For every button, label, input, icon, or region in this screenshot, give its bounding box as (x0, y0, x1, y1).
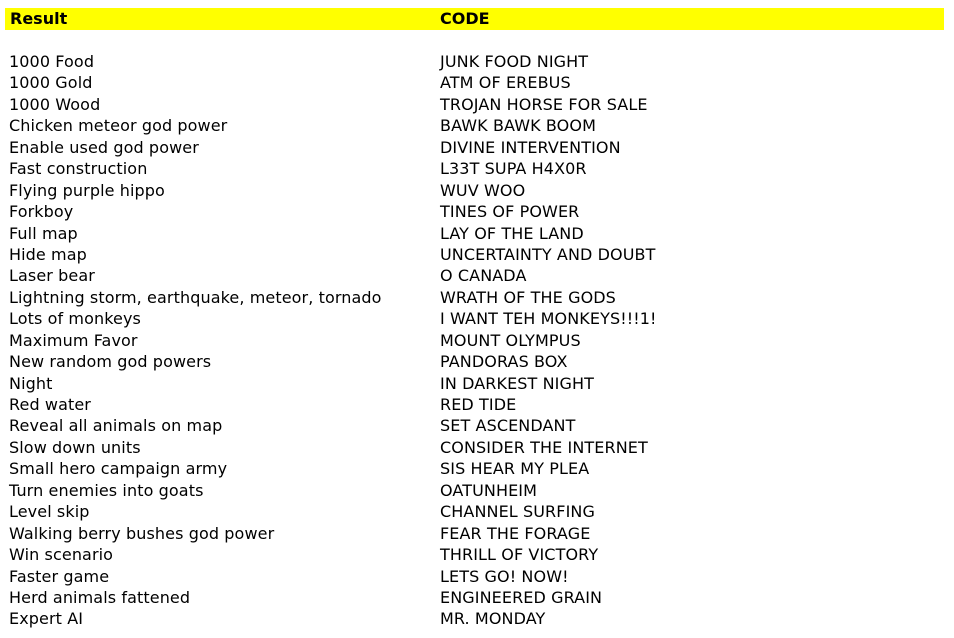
table-row (0, 201, 954, 222)
code-cell: TROJAN HORSE FOR SALE (440, 94, 648, 114)
table-row (0, 480, 954, 501)
table-row (0, 587, 954, 608)
code-cell: CONSIDER THE INTERNET (440, 437, 648, 457)
code-cell: RED TIDE (440, 395, 517, 414)
result-cell: Flying purple hippo (9, 180, 165, 200)
code-cell: TINES OF POWER (440, 202, 580, 222)
code-cell: OATUNHEIM (440, 480, 538, 500)
table-row (0, 566, 954, 587)
code-cell: PANDORAS BOX (440, 352, 568, 372)
table-header (5, 8, 944, 30)
table-row (0, 523, 954, 544)
table-row (0, 415, 954, 436)
result-cell: Lightning storm, earthquake, meteor, tornado (9, 287, 382, 307)
result-cell: Lots of monkeys (9, 309, 141, 329)
result-cell: Small hero campaign army (9, 459, 228, 479)
result-cell: Win scenario (9, 545, 114, 565)
code-cell: L33T SUPA H4X0R (440, 159, 587, 179)
table-row (0, 115, 954, 136)
result-cell: Level skip (9, 502, 90, 522)
result-cell: New random god powers (9, 352, 212, 372)
code-cell: JUNK FOOD NIGHT (440, 52, 589, 71)
code-cell: LETS GO! NOW! (440, 566, 569, 586)
code-cell: MR. MONDAY (440, 609, 546, 629)
result-cell: Night (9, 373, 53, 393)
result-cell: Forkboy (9, 202, 74, 222)
result-cell: 1000 Food (9, 52, 95, 71)
result-cell: Herd animals fattened (9, 587, 191, 607)
table-row (0, 394, 954, 415)
table-row (0, 287, 954, 308)
code-cell: MOUNT OLYMPUS (440, 330, 581, 350)
code-cell: FEAR THE FORAGE (440, 523, 591, 543)
code-cell: LAY OF THE LAND (440, 223, 584, 243)
header-code: CODE (440, 9, 490, 28)
table-row (0, 180, 954, 201)
table-row (0, 351, 954, 372)
result-cell: Slow down units (9, 437, 141, 457)
result-cell: Full map (9, 223, 78, 243)
code-cell: UNCERTAINTY AND DOUBT (440, 244, 656, 264)
table-row (0, 223, 954, 244)
code-cell: I WANT TEH MONKEYS!!!1! (440, 309, 657, 329)
table-row (0, 94, 954, 115)
code-cell: WUV WOO (440, 180, 526, 200)
code-cell: IN DARKEST NIGHT (440, 373, 594, 393)
table-row (0, 608, 954, 629)
result-cell: Fast construction (9, 159, 148, 179)
code-cell: THRILL OF VICTORY (440, 545, 599, 565)
table-row (0, 330, 954, 351)
result-cell: Red water (9, 395, 91, 414)
table-row (0, 437, 954, 458)
table-row (0, 544, 954, 565)
code-cell: ENGINEERED GRAIN (440, 587, 603, 607)
result-cell: Faster game (9, 566, 110, 586)
table-row (0, 158, 954, 179)
code-cell: SET ASCENDANT (440, 416, 576, 436)
table-row (0, 265, 954, 286)
table-row (0, 458, 954, 479)
code-cell: ATM OF EREBUS (440, 73, 571, 93)
table-row (0, 308, 954, 329)
code-cell: CHANNEL SURFING (440, 502, 595, 522)
table-row (0, 72, 954, 93)
result-cell: Reveal all animals on map (9, 416, 223, 436)
header-result: Result (10, 9, 68, 28)
table-row (0, 51, 954, 72)
result-cell: Enable used god power (9, 137, 199, 157)
code-cell: DIVINE INTERVENTION (440, 137, 621, 157)
cheat-code-table (0, 51, 954, 630)
result-cell: Maximum Favor (9, 330, 138, 350)
code-cell: SIS HEAR MY PLEA (440, 459, 590, 479)
result-cell: Turn enemies into goats (9, 480, 204, 500)
result-cell: Walking berry bushes god power (9, 523, 275, 543)
code-cell: WRATH OF THE GODS (440, 287, 616, 307)
result-cell: Hide map (9, 244, 87, 264)
result-cell: Expert AI (9, 609, 84, 629)
result-cell: Laser bear (9, 266, 95, 286)
result-cell: Chicken meteor god power (9, 116, 228, 136)
table-row (0, 373, 954, 394)
table-row (0, 244, 954, 265)
code-cell: O CANADA (440, 266, 527, 286)
table-row (0, 501, 954, 522)
code-cell: BAWK BAWK BOOM (440, 116, 596, 136)
result-cell: 1000 Gold (9, 73, 93, 93)
result-cell: 1000 Wood (9, 94, 101, 114)
table-row (0, 137, 954, 158)
